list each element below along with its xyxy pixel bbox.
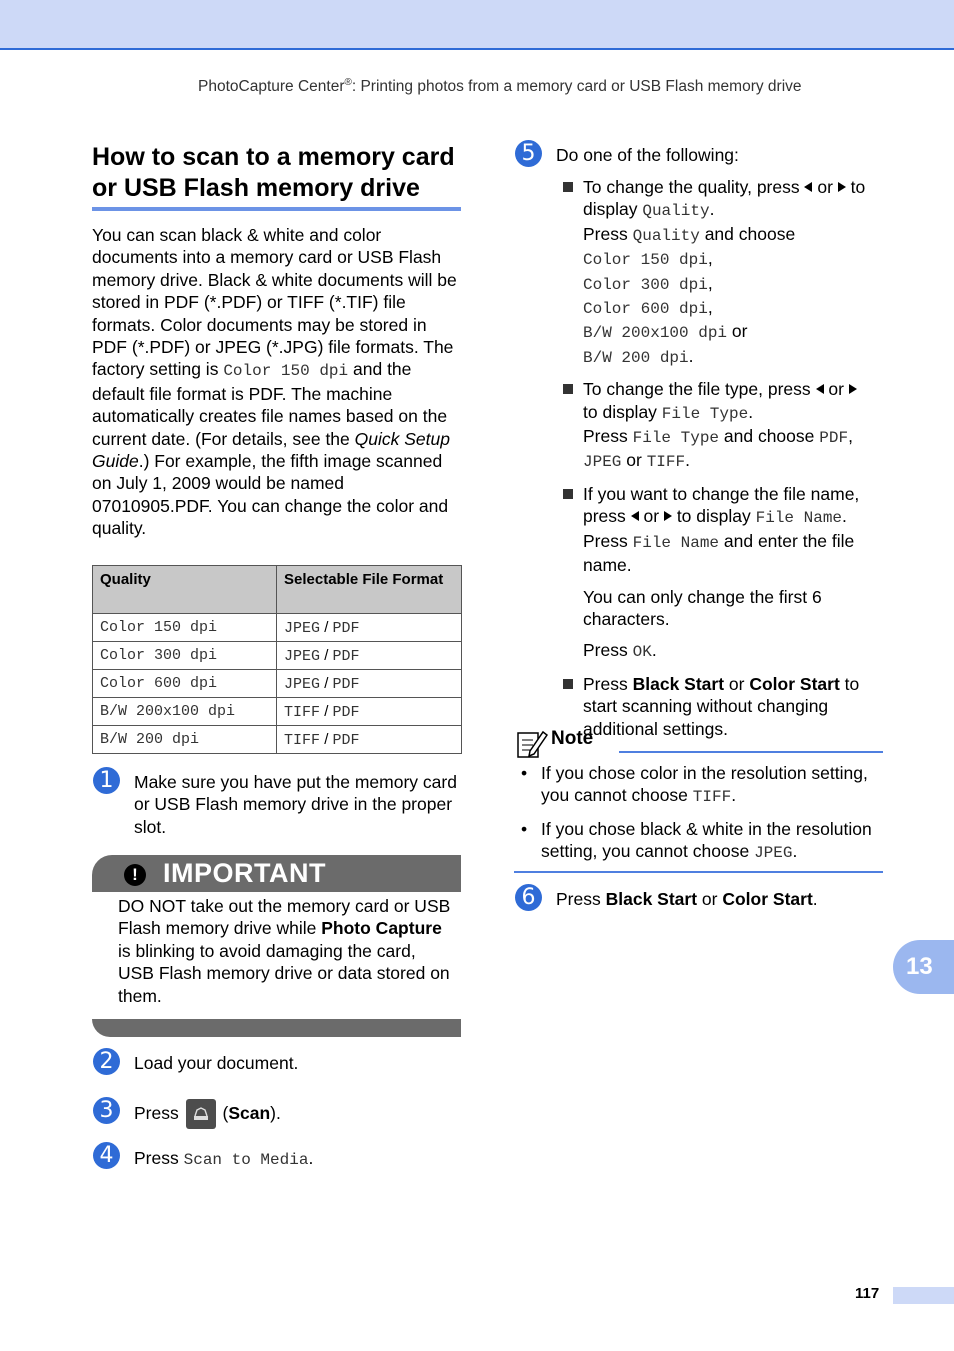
table-row — [93, 614, 462, 642]
bullet-square-icon — [563, 182, 573, 192]
step-5-number: 5 — [515, 140, 542, 167]
step-6-text: Press Black Start or Color Start. — [556, 889, 818, 909]
section-title: How to scan to a memory card or USB Flash memory drive — [92, 143, 455, 202]
intro-paragraph: You can scan black & white and color documents into a memory card or USB Flash memory drive. Black & white documents will be stored in PDF (*.PDF) or TIFF (*.TIF) file formats. Color documents may be stored in PDF (*.PDF) or JPEG (*.JPG) file formats. The factory setting is Color 150 dpi and the default file format is PDF. The machine automatically creates file names based on the current date. (For details, see the Quick Setup Guide.) For example, the fifth image scanned on July 1, 2009 would be named 07010905.PDF. You can change the color and quality. — [92, 225, 457, 539]
page-tab — [893, 1287, 954, 1304]
step-5-text: Do one of the following: — [556, 145, 739, 165]
step-2-text: Load your document. — [134, 1053, 299, 1073]
option-quality: To change the quality, press or to display Quality. Press Quality and choose Color 150 dpi, Color 300 dpi, Color 600 dpi, B/W 200x100 dpi or B/W 200 dpi. — [563, 176, 883, 369]
option-file-name: If you want to change the file name, press or to display File Name. Press File Name and enter the file name. You can only change the first 6 characters. Press OK. — [563, 483, 883, 664]
table-header-row — [93, 566, 462, 614]
note-body — [520, 762, 885, 874]
step-2-number: 2 — [93, 1048, 120, 1075]
format-cell: TIFF / PDF — [277, 726, 462, 754]
right-arrow-icon — [849, 384, 857, 394]
table-row — [93, 698, 462, 726]
format-cell: JPEG / PDF — [277, 614, 462, 642]
important-footer-bar — [92, 1019, 461, 1037]
option-list — [563, 176, 883, 749]
exclamation-icon: ! — [124, 864, 146, 886]
note-pencil-icon — [516, 729, 548, 759]
quality-cell: B/W 200x100 dpi — [93, 698, 277, 726]
step-1-number: 1 — [93, 767, 120, 794]
option-file-type: To change the file type, press or to display File Type. Press File Type and choose PDF, JPEG or TIFF. — [563, 378, 883, 474]
quality-cell: B/W 200 dpi — [93, 726, 277, 754]
page-number: 117 — [855, 1285, 880, 1302]
format-cell: TIFF / PDF — [277, 698, 462, 726]
scan-icon — [186, 1099, 216, 1129]
right-arrow-icon — [838, 182, 846, 192]
option-start: Press Black Start or Color Start to start scanning without changing additional settings. — [563, 673, 883, 740]
chapter-tab: 13 — [893, 940, 954, 994]
header-format: Selectable File Format — [277, 566, 462, 614]
note-title: Note — [551, 728, 594, 749]
table-row — [93, 670, 462, 698]
step-3-text: Press (Scan). — [134, 1098, 281, 1129]
step-6-number: 6 — [515, 884, 542, 911]
step-4-number: 4 — [93, 1142, 120, 1169]
format-cell: JPEG / PDF — [277, 642, 462, 670]
bullet-square-icon — [563, 489, 573, 499]
top-band — [0, 0, 954, 50]
bullet-square-icon — [563, 384, 573, 394]
running-header: PhotoCapture Center®: Printing photos from a memory card or USB Flash memory drive — [198, 77, 802, 96]
bullet-square-icon — [563, 679, 573, 689]
step-1-text: Make sure you have put the memory card or USB Flash memory drive in the proper slot. — [134, 772, 457, 837]
table-row — [93, 726, 462, 754]
note-bottom-rule — [514, 871, 883, 873]
format-cell: JPEG / PDF — [277, 670, 462, 698]
table-row — [93, 642, 462, 670]
step-3-number: 3 — [93, 1097, 120, 1124]
title-underline — [92, 207, 461, 211]
important-body: DO NOT take out the memory card or USB Flash memory drive while Photo Capture is blinking to avoid damaging the card, USB Flash memory drive or data stored on them. — [118, 896, 451, 1006]
note-top-rule — [619, 751, 883, 753]
quality-cell: Color 600 dpi — [93, 670, 277, 698]
important-title: IMPORTANT — [163, 858, 326, 888]
note-item: • If you chose black & white in the resolution setting, you cannot choose JPEG. — [521, 818, 872, 863]
step-4-text: Press Scan to Media. — [134, 1148, 314, 1169]
note-item: • If you chose color in the resolution setting, you cannot choose TIFF. — [521, 763, 868, 807]
left-arrow-icon — [816, 384, 824, 394]
header-quality: Quality — [93, 566, 277, 614]
right-arrow-icon — [664, 511, 672, 521]
quality-format-table — [92, 565, 462, 754]
quality-cell: Color 300 dpi — [93, 642, 277, 670]
left-arrow-icon — [631, 511, 639, 521]
quality-cell: Color 150 dpi — [93, 614, 277, 642]
